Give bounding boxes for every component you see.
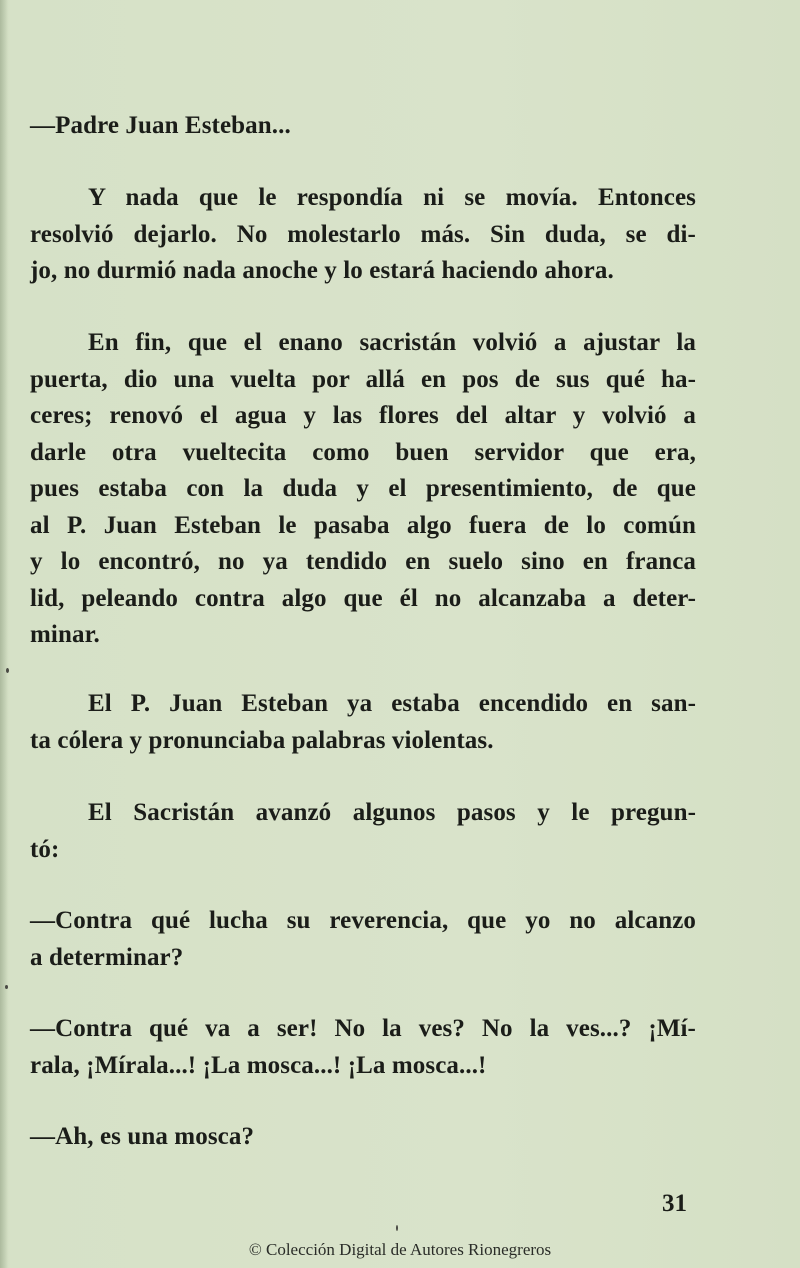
text-line: lid, peleando contra algo que él no alcanzaba a deter- xyxy=(30,584,696,612)
text-line: jo, no durmió nada anoche y lo estará haciendo ahora. xyxy=(30,257,614,284)
paragraph xyxy=(30,903,696,976)
scan-speck xyxy=(6,668,9,673)
text-line: tó: xyxy=(30,835,60,863)
text-line: rala, ¡Mírala...! ¡La mosca...! ¡La mosca...! xyxy=(30,1051,487,1079)
scan-speck xyxy=(396,1225,398,1231)
text-line: —Contra qué lucha su reverencia, que yo no alcanzo xyxy=(30,907,696,934)
page-number: 31 xyxy=(662,1190,687,1217)
text-line: ceres; renovó el agua y las flores del altar y volvió a xyxy=(30,402,696,429)
text-line: puerta, dio una vuelta por allá en pos de sus qué ha- xyxy=(30,365,696,393)
paragraph xyxy=(30,180,696,290)
text-line: En fin, que el enano sacristán volvió a ajustar la xyxy=(88,329,696,356)
text-line: resolvió dejarlo. No molestarlo más. Sin duda, se di- xyxy=(30,220,696,248)
text-line: minar. xyxy=(30,621,100,648)
text-line: al P. Juan Esteban le pasaba algo fuera de lo común xyxy=(30,511,696,539)
copyright-footer: © Colección Digital de Autores Rionegreros xyxy=(248,1240,552,1259)
text-line: —Padre Juan Esteban... xyxy=(30,112,291,139)
text-line: —Ah, es una mosca? xyxy=(30,1123,255,1150)
spine-shadow xyxy=(0,0,8,1268)
text-line: El Sacristán avanzó algunos pasos y le pregun- xyxy=(88,799,696,826)
scan-speck xyxy=(5,985,8,989)
paragraph xyxy=(30,325,696,654)
text-line: El P. Juan Esteban ya estaba encendido en san- xyxy=(88,690,696,717)
text-line: Y nada que le respondía ni se movía. Entonces xyxy=(88,184,696,211)
text-line: ta cólera y pronunciaba palabras violentas. xyxy=(30,726,494,754)
text-line: —Contra qué va a ser! No la ves? No la ves...? ¡Mí- xyxy=(30,1015,696,1042)
text-line: a determinar? xyxy=(30,943,184,971)
text-line: y lo encontró, no ya tendido en suelo sino en franca xyxy=(30,548,696,575)
paragraph xyxy=(30,686,696,759)
paragraph xyxy=(30,1011,696,1084)
paragraph xyxy=(30,795,696,868)
text-line: darle otra vueltecita como buen servidor que era, xyxy=(30,438,696,466)
paragraph xyxy=(30,108,291,145)
paragraph xyxy=(30,1119,696,1156)
text-line: pues estaba con la duda y el presentimiento, de que xyxy=(30,475,696,502)
